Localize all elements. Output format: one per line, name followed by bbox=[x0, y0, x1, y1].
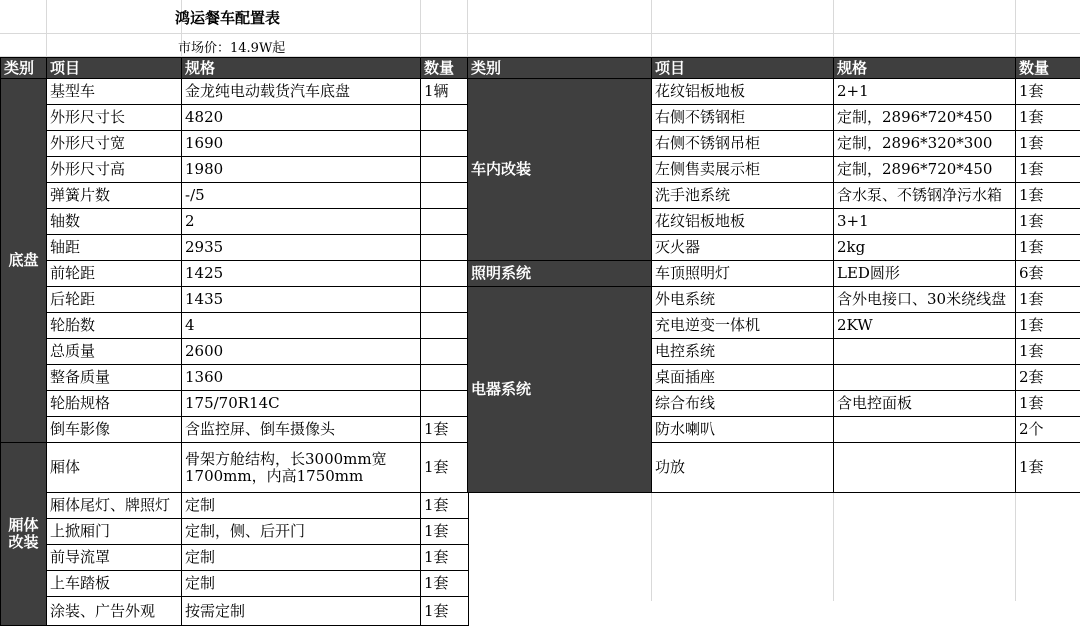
spec-cell[interactable]: 含监控屏、倒车摄像头 bbox=[182, 417, 421, 443]
spec-cell[interactable]: 1435 bbox=[182, 287, 421, 313]
item-cell[interactable]: 充电逆变一体机 bbox=[652, 313, 834, 339]
table-row[interactable] bbox=[1, 131, 469, 157]
qty-cell[interactable]: 1套 bbox=[421, 443, 469, 493]
header-item: 项目 bbox=[652, 58, 834, 79]
item-cell[interactable]: 外电系统 bbox=[652, 287, 834, 313]
table-row[interactable] bbox=[468, 287, 1080, 313]
spec-cell[interactable]: 含水泵、不锈钢净污水箱 bbox=[834, 183, 1016, 209]
table-row[interactable] bbox=[1, 261, 469, 287]
qty-cell[interactable]: 1套 bbox=[421, 519, 469, 545]
item-cell[interactable]: 外形尺寸长 bbox=[47, 105, 182, 131]
qty-cell[interactable]: 1套 bbox=[1016, 157, 1080, 183]
qty-cell[interactable] bbox=[421, 339, 469, 365]
spec-cell[interactable]: 1360 bbox=[182, 365, 421, 391]
table-row[interactable] bbox=[1, 571, 469, 597]
table-row[interactable] bbox=[1, 417, 469, 443]
table-row[interactable] bbox=[1, 493, 469, 519]
item-cell[interactable]: 涂装、广告外观 bbox=[47, 597, 182, 626]
spec-cell[interactable]: 2KW bbox=[834, 313, 1016, 339]
qty-cell[interactable]: 1套 bbox=[1016, 313, 1080, 339]
table-row[interactable] bbox=[468, 79, 1080, 105]
table-row[interactable] bbox=[1, 287, 469, 313]
spec-cell[interactable]: 按需定制 bbox=[182, 597, 421, 626]
qty-cell[interactable]: 2套 bbox=[1016, 365, 1080, 391]
item-cell[interactable]: 综合布线 bbox=[652, 391, 834, 417]
spec-cell[interactable]: 含外电接口、30米绕线盘 bbox=[834, 287, 1016, 313]
spec-cell[interactable]: 定制 bbox=[182, 571, 421, 597]
table-header-row bbox=[468, 58, 1080, 79]
spec-cell[interactable]: 2 bbox=[182, 209, 421, 235]
item-cell[interactable]: 外形尺寸宽 bbox=[47, 131, 182, 157]
qty-cell[interactable]: 1套 bbox=[1016, 339, 1080, 365]
qty-cell[interactable]: 1套 bbox=[421, 545, 469, 571]
item-cell[interactable]: 总质量 bbox=[47, 339, 182, 365]
spec-cell[interactable]: 3+1 bbox=[834, 209, 1016, 235]
item-cell[interactable]: 倒车影像 bbox=[47, 417, 182, 443]
spec-cell[interactable]: 定制 bbox=[182, 493, 421, 519]
item-cell[interactable]: 灭火器 bbox=[652, 235, 834, 261]
item-cell[interactable]: 轴距 bbox=[47, 235, 182, 261]
table-row[interactable] bbox=[1, 209, 469, 235]
item-cell[interactable]: 整备质量 bbox=[47, 365, 182, 391]
spec-cell[interactable]: 1690 bbox=[182, 131, 421, 157]
qty-cell[interactable] bbox=[421, 105, 469, 131]
spec-cell[interactable]: 定制，2896*720*450 bbox=[834, 105, 1016, 131]
qty-cell[interactable] bbox=[421, 391, 469, 417]
header-item: 项目 bbox=[47, 58, 182, 79]
spec-cell[interactable]: LED圆形 bbox=[834, 261, 1016, 287]
item-cell[interactable]: 车顶照明灯 bbox=[652, 261, 834, 287]
item-cell[interactable]: 外形尺寸高 bbox=[47, 157, 182, 183]
table-row[interactable] bbox=[1, 365, 469, 391]
spec-cell[interactable]: 2kg bbox=[834, 235, 1016, 261]
qty-cell[interactable]: 1套 bbox=[1016, 79, 1080, 105]
header-qty: 数量 bbox=[1016, 58, 1080, 79]
item-cell[interactable]: 前轮距 bbox=[47, 261, 182, 287]
qty-cell[interactable]: 1套 bbox=[1016, 105, 1080, 131]
item-cell[interactable]: 花纹铝板地板 bbox=[652, 79, 834, 105]
qty-cell[interactable]: 6套 bbox=[1016, 261, 1080, 287]
qty-cell[interactable] bbox=[421, 365, 469, 391]
category-chassis: 底盘 bbox=[1, 79, 47, 443]
item-cell[interactable]: 上车踏板 bbox=[47, 571, 182, 597]
spec-cell[interactable]: -/5 bbox=[182, 183, 421, 209]
item-cell[interactable]: 防水喇叭 bbox=[652, 417, 834, 443]
spec-cell[interactable] bbox=[834, 417, 1016, 443]
item-cell[interactable]: 厢体尾灯、牌照灯 bbox=[47, 493, 182, 519]
qty-cell[interactable] bbox=[421, 209, 469, 235]
table-row[interactable] bbox=[1, 545, 469, 571]
qty-cell[interactable]: 1套 bbox=[421, 493, 469, 519]
qty-cell[interactable]: 1套 bbox=[1016, 235, 1080, 261]
spec-cell[interactable]: 2600 bbox=[182, 339, 421, 365]
qty-cell[interactable]: 1套 bbox=[1016, 183, 1080, 209]
table-row[interactable] bbox=[1, 443, 469, 493]
spec-cell[interactable]: 175/70R14C bbox=[182, 391, 421, 417]
item-cell[interactable]: 花纹铝板地板 bbox=[652, 209, 834, 235]
header-spec: 规格 bbox=[182, 58, 421, 79]
item-cell[interactable]: 电控系统 bbox=[652, 339, 834, 365]
qty-cell[interactable]: 1套 bbox=[1016, 287, 1080, 313]
sheet-title: 鸿运餐车配置表 bbox=[175, 7, 280, 28]
item-cell[interactable]: 洗手池系统 bbox=[652, 183, 834, 209]
qty-cell[interactable]: 1套 bbox=[421, 571, 469, 597]
category-electrical: 电器系统 bbox=[468, 287, 652, 493]
table-row[interactable] bbox=[1, 157, 469, 183]
table-row[interactable] bbox=[1, 183, 469, 209]
table-header-row bbox=[1, 58, 469, 79]
item-cell[interactable]: 上掀厢门 bbox=[47, 519, 182, 545]
table-row[interactable] bbox=[1, 105, 469, 131]
item-cell[interactable]: 右侧不锈钢柜 bbox=[652, 105, 834, 131]
spec-cell[interactable]: 2+1 bbox=[834, 79, 1016, 105]
header-category: 类别 bbox=[1, 58, 47, 79]
qty-cell[interactable] bbox=[421, 183, 469, 209]
interior-electrical-config-table bbox=[467, 57, 1080, 493]
table-row[interactable] bbox=[468, 261, 1080, 287]
spec-cell[interactable] bbox=[834, 443, 1016, 493]
header-spec: 规格 bbox=[834, 58, 1016, 79]
header-category: 类别 bbox=[468, 58, 652, 79]
qty-cell[interactable] bbox=[421, 313, 469, 339]
item-cell[interactable]: 轮胎规格 bbox=[47, 391, 182, 417]
qty-cell[interactable] bbox=[421, 131, 469, 157]
header-qty: 数量 bbox=[421, 58, 469, 79]
spec-cell[interactable]: 定制，2896*320*300 bbox=[834, 131, 1016, 157]
qty-cell[interactable]: 1套 bbox=[1016, 209, 1080, 235]
table-row[interactable] bbox=[1, 313, 469, 339]
table-row[interactable] bbox=[1, 235, 469, 261]
spec-cell[interactable]: 骨架方舱结构，长3000mm宽1700mm，内高1750mm bbox=[182, 443, 421, 493]
item-cell[interactable]: 弹簧片数 bbox=[47, 183, 182, 209]
chassis-config-table bbox=[0, 57, 469, 626]
table-row[interactable] bbox=[1, 79, 469, 105]
item-cell[interactable]: 轮胎数 bbox=[47, 313, 182, 339]
item-cell[interactable]: 后轮距 bbox=[47, 287, 182, 313]
category-lighting: 照明系统 bbox=[468, 261, 652, 287]
qty-cell[interactable] bbox=[421, 261, 469, 287]
qty-cell[interactable]: 1套 bbox=[1016, 443, 1080, 493]
qty-cell[interactable]: 2个 bbox=[1016, 417, 1080, 443]
spec-cell[interactable]: 4820 bbox=[182, 105, 421, 131]
table-row[interactable] bbox=[1, 391, 469, 417]
category-body: 厢体改装 bbox=[1, 443, 47, 626]
qty-cell[interactable] bbox=[421, 157, 469, 183]
qty-cell[interactable]: 1套 bbox=[421, 597, 469, 626]
item-cell[interactable]: 基型车 bbox=[47, 79, 182, 105]
spec-cell[interactable]: 金龙纯电动载货汽车底盘 bbox=[182, 79, 421, 105]
spec-cell[interactable] bbox=[834, 339, 1016, 365]
spec-cell[interactable]: 4 bbox=[182, 313, 421, 339]
spec-cell[interactable]: 定制 bbox=[182, 545, 421, 571]
spec-cell[interactable]: 定制，侧、后开门 bbox=[182, 519, 421, 545]
item-cell[interactable]: 功放 bbox=[652, 443, 834, 493]
market-price: 市场价：14.9W起 bbox=[178, 37, 285, 56]
qty-cell[interactable] bbox=[421, 287, 469, 313]
qty-cell[interactable]: 1套 bbox=[421, 417, 469, 443]
table-row[interactable] bbox=[1, 519, 469, 545]
spec-cell[interactable]: 2935 bbox=[182, 235, 421, 261]
qty-cell[interactable]: 1辆 bbox=[421, 79, 469, 105]
item-cell[interactable]: 左侧售卖展示柜 bbox=[652, 157, 834, 183]
category-interior: 车内改装 bbox=[468, 79, 652, 261]
spec-cell[interactable]: 定制，2896*720*450 bbox=[834, 157, 1016, 183]
item-cell[interactable]: 轴数 bbox=[47, 209, 182, 235]
item-cell[interactable]: 前导流罩 bbox=[47, 545, 182, 571]
qty-cell[interactable]: 1套 bbox=[1016, 131, 1080, 157]
item-cell[interactable]: 右侧不锈钢吊柜 bbox=[652, 131, 834, 157]
qty-cell[interactable] bbox=[421, 235, 469, 261]
spec-cell[interactable]: 含电控面板 bbox=[834, 391, 1016, 417]
item-cell[interactable]: 桌面插座 bbox=[652, 365, 834, 391]
table-row[interactable] bbox=[1, 339, 469, 365]
qty-cell[interactable]: 1套 bbox=[1016, 391, 1080, 417]
spec-cell[interactable]: 1425 bbox=[182, 261, 421, 287]
item-cell[interactable]: 厢体 bbox=[47, 443, 182, 493]
spec-cell[interactable]: 1980 bbox=[182, 157, 421, 183]
spec-cell[interactable] bbox=[834, 365, 1016, 391]
